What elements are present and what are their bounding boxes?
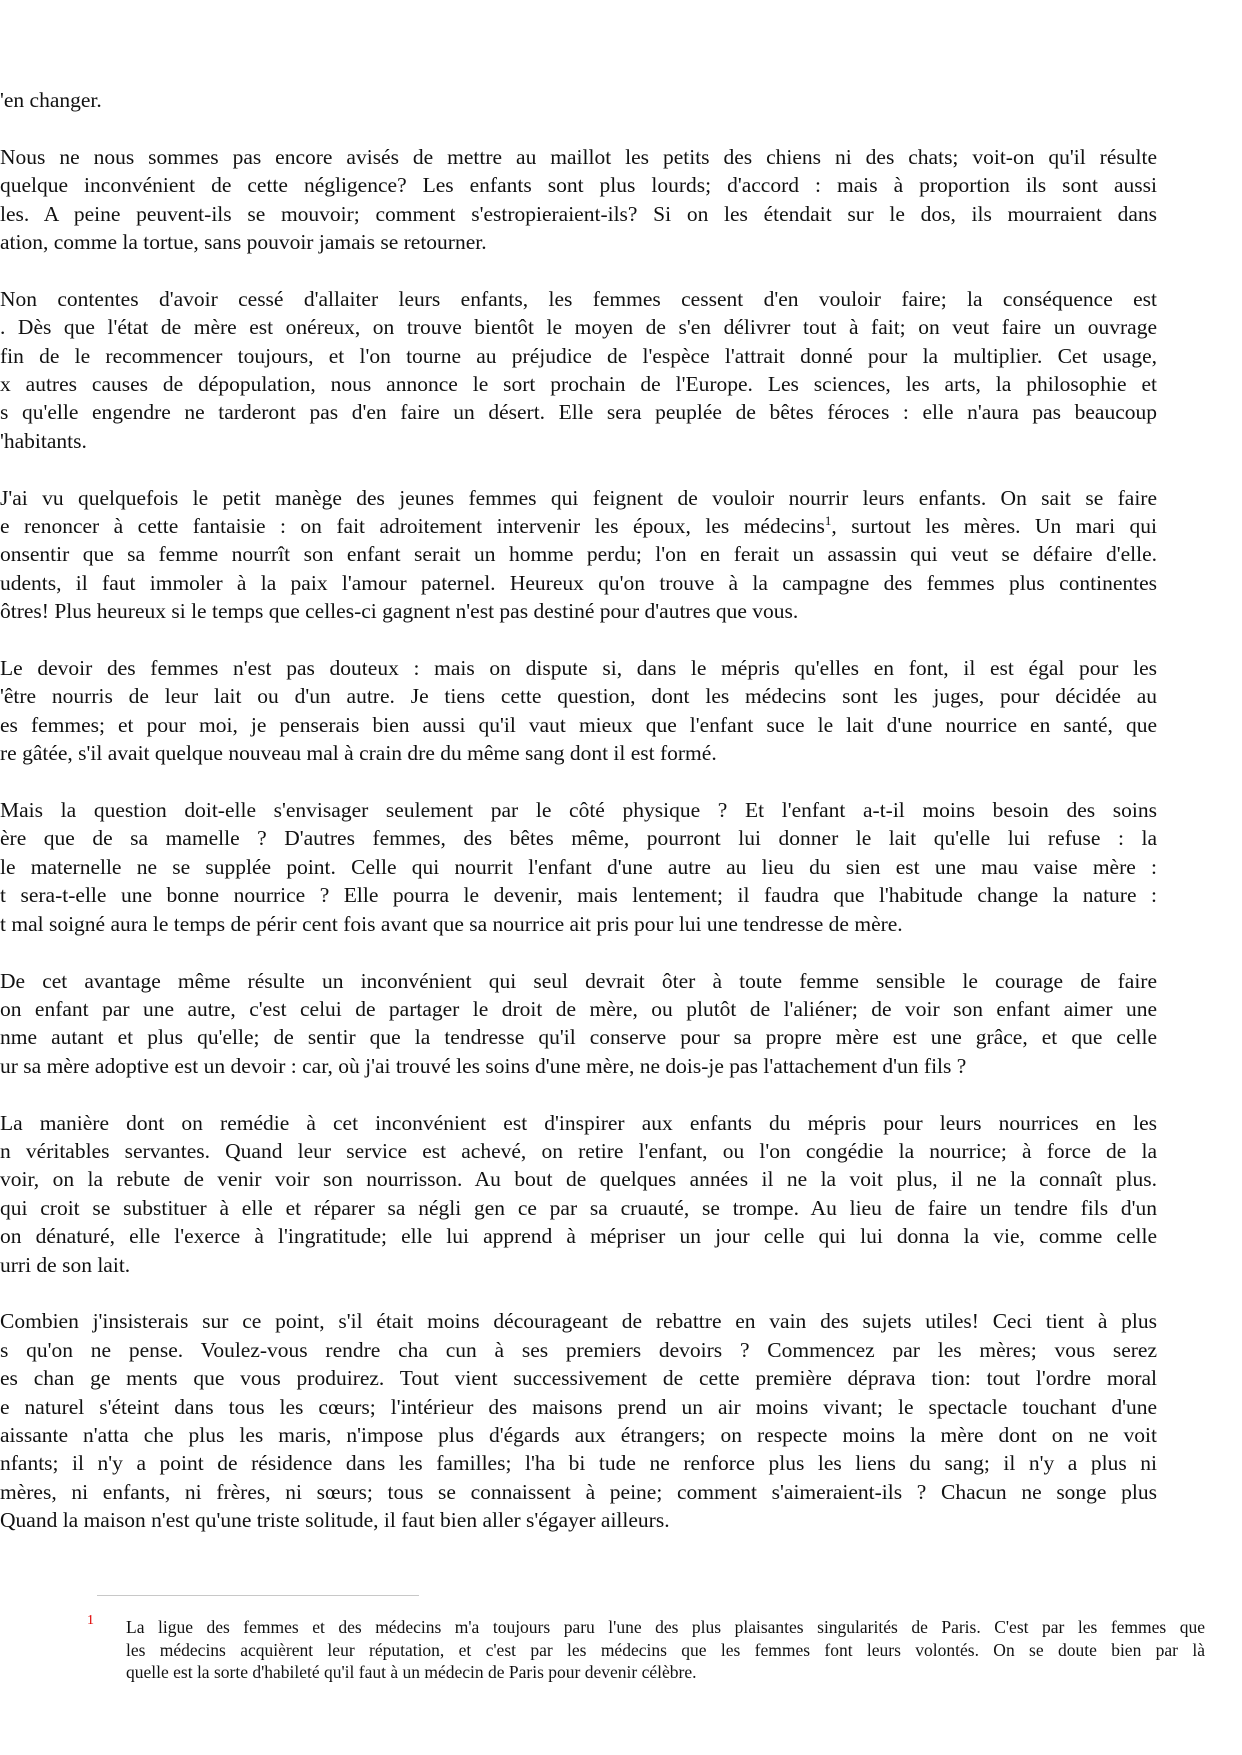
text-line: t sera-t-elle une bonne nourrice ? Elle pourra le devenir, mais lentement; il faudra que l'habitude change la nature : bbox=[0, 883, 1157, 908]
text-line: le maternelle ne se supplée point. Celle qui nourrit l'enfant d'une autre au lieu du sien est une mau vaise mère : bbox=[0, 854, 1157, 879]
paragraph-8 bbox=[0, 1109, 1157, 1279]
text-line: ère que de sa mamelle ? D'autres femmes, des bêtes même, pourront lui donner le lait qu'elle lui refuse : la bbox=[0, 826, 1157, 851]
text-line: Mais la question doit-elle s'envisager seulement par le côté physique ? Et l'enfant a-t-il moins besoin des soins bbox=[0, 798, 1157, 823]
text-line: s qu'on ne pense. Voulez-vous rendre cha cun à ses premiers devoirs ? Commencez par les mères; vous serez bbox=[0, 1337, 1157, 1362]
paragraph-3 bbox=[0, 285, 1157, 455]
text-line: les. A peine peuvent-ils se mouvoir; comment s'estropieraient-ils? Si on les étendait sur le dos, ils mourraient dans bbox=[0, 201, 1157, 226]
text-line: Quand la maison n'est qu'une triste solitude, il faut bien aller s'égayer ailleurs. bbox=[0, 1508, 670, 1533]
footnote-marker[interactable]: 1 bbox=[87, 1613, 94, 1628]
text-line: nme autant et plus qu'elle; de sentir que la tendresse qu'il conserve pour sa propre mère est une grâce, et que celle bbox=[0, 1025, 1157, 1050]
text-line: mères, ni enfants, ni frères, ni sœurs; tous se connaissent à peine; comment s'aimeraient-ils ? Chacun ne songe plus bbox=[0, 1479, 1157, 1504]
text-line: n véritables servantes. Quand leur service est achevé, on retire l'enfant, ou l'on congédie la nourrice; à force de la bbox=[0, 1138, 1157, 1163]
footnote-line: quelle est la sorte d'habileté qu'il faut à un médecin de Paris pour devenir célèbre. bbox=[126, 1662, 697, 1683]
text-line: x autres causes de dépopulation, nous annonce le sort prochain de l'Europe. Les sciences, les arts, la philosophie et bbox=[0, 372, 1157, 397]
text-line: re gâtée, s'il avait quelque nouveau mal à crain dre du même sang dont il est formé. bbox=[0, 741, 717, 766]
text-segment: , surtout les mères. Un mari qui bbox=[831, 514, 1157, 539]
text-line: ation, comme la tortue, sans pouvoir jamais se retourner. bbox=[0, 230, 487, 255]
text-line: onsentir que sa femme nourrît son enfant serait un homme perdu; l'on en ferait un assassin qui veut se défaire d'elle. bbox=[0, 542, 1157, 567]
text-line: udents, il faut immoler à la paix l'amour paternel. Heureux qu'on trouve à la campagne des femmes plus continentes bbox=[0, 570, 1157, 595]
text-line: s qu'elle engendre ne tarderont pas d'en faire un désert. Elle sera peuplée de bêtes féroces : elle n'aura pas beaucoup bbox=[0, 400, 1157, 425]
text-line-with-footnote bbox=[0, 512, 1157, 540]
text-line: t mal soigné aura le temps de périr cent fois avant que sa nourrice ait pris pour lui une tendresse de mère. bbox=[0, 911, 903, 936]
paragraph-2 bbox=[0, 143, 1157, 257]
text-line: 'habitants. bbox=[0, 428, 87, 453]
main-text-body bbox=[0, 86, 1157, 1563]
text-line: fin de le recommencer toujours, et l'on tourne au préjudice de l'espèce l'attrait donné pour la multiplier. Cet usage, bbox=[0, 343, 1157, 368]
text-line: De cet avantage même résulte un inconvénient qui seul devrait ôter à toute femme sensible le courage de faire bbox=[0, 968, 1157, 993]
text-line: ur sa mère adoptive est un devoir : car, où j'ai trouvé les soins d'une mère, ne dois-je pas l'attachement d'un fils ? bbox=[0, 1053, 967, 1078]
text-line: . Dès que l'état de mère est onéreux, on trouve bientôt le moyen de s'en délivrer tout à fait; on veut faire un ouvrage bbox=[0, 315, 1157, 340]
text-line: nfants; il n'y a point de résidence dans les familles; l'ha bi tude ne renforce plus les liens du sang; il n'y a plus ni bbox=[0, 1451, 1157, 1476]
text-line: voir, on la rebute de venir voir son nourrisson. Au bout de quelques années il ne la voit plus, il ne la connaît plus. bbox=[0, 1167, 1157, 1192]
text-line: Nous ne nous sommes pas encore avisés de mettre au maillot les petits des chiens ni des chats; voit-on qu'il résulte bbox=[0, 144, 1157, 169]
text-line: urri de son lait. bbox=[0, 1252, 131, 1277]
paragraph-5 bbox=[0, 654, 1157, 768]
text-line: aissante n'atta che plus les maris, n'impose plus d'égards aux étrangers; on respecte moins la mère dont on ne voit bbox=[0, 1422, 1157, 1447]
text-line: La manière dont on remédie à cet inconvénient est d'inspirer aux enfants du mépris pour leurs nourrices en les bbox=[0, 1110, 1157, 1135]
text-line: J'ai vu quelquefois le petit manège des jeunes femmes qui feignent de vouloir nourrir leurs enfants. On sait se faire bbox=[0, 485, 1157, 510]
text-line: 'en changer. bbox=[0, 88, 102, 112]
text-line: e naturel s'éteint dans tous les cœurs; l'intérieur des maisons prend un air moins vivant; le spectacle touchant d'une bbox=[0, 1394, 1157, 1419]
footnote-divider bbox=[97, 1595, 419, 1596]
paragraph-6 bbox=[0, 796, 1157, 938]
text-segment: e renoncer à cette fantaisie : on fait adroitement intervenir les époux, les médecins bbox=[0, 514, 825, 539]
footnote-line: les médecins acquièrent leur réputation, et c'est par les médecins que les femmes font leurs volontés. On se doute bien par là bbox=[126, 1639, 1205, 1660]
text-line: on enfant par une autre, c'est celui de partager le droit de mère, ou plutôt de l'aliéner; de voir son enfant aimer une bbox=[0, 996, 1157, 1021]
text-line: ôtres! Plus heureux si le temps que celles-ci gagnent n'est pas destiné pour d'autres que vous. bbox=[0, 599, 799, 624]
text-line: on dénaturé, elle l'exerce à l'ingratitude; elle lui apprend à mépriser un jour celle qui lui donna la vie, comme celle bbox=[0, 1224, 1157, 1249]
paragraph-1 bbox=[0, 86, 1157, 114]
text-line: quelque inconvénient de cette négligence? Les enfants sont plus lourds; d'accord : mais à proportion ils sont aussi bbox=[0, 173, 1157, 198]
text-line: es femmes; et pour moi, je penserais bien aussi qu'il vaut mieux que l'enfant suce le lait d'une nourrice en santé, que bbox=[0, 712, 1157, 737]
paragraph-9 bbox=[0, 1307, 1157, 1534]
text-line: qui croit se substituer à elle et réparer sa négli gen ce par sa cruauté, se trompe. Au lieu de faire un tendre fils d'un bbox=[0, 1195, 1157, 1220]
text-line: 'être nourris de leur lait ou d'un autre. Je tiens cette question, dont les médecins sont les juges, pour décidée au bbox=[0, 684, 1157, 709]
text-line: Le devoir des femmes n'est pas douteux : mais on dispute si, dans le mépris qu'elles en font, il est égal pour les bbox=[0, 656, 1157, 681]
footnote-line: La ligue des femmes et des médecins m'a toujours paru l'une des plus plaisantes singularités de Paris. C'est par les femmes que bbox=[126, 1617, 1205, 1637]
footnote-reference[interactable]: 1 bbox=[824, 512, 832, 528]
text-line: Non contentes d'avoir cessé d'allaiter leurs enfants, les femmes cessent d'en vouloir faire; la conséquence est bbox=[0, 286, 1157, 311]
paragraph-7 bbox=[0, 967, 1157, 1081]
paragraph-4 bbox=[0, 484, 1157, 626]
text-line: es chan ge ments que vous produirez. Tout vient successivement de cette première déprava tion: tout l'ordre moral bbox=[0, 1366, 1157, 1391]
text-line: Combien j'insisterais sur ce point, s'il était moins décourageant de rebattre en vain des sujets utiles! Ceci tient à plus bbox=[0, 1309, 1157, 1334]
footnote-text bbox=[126, 1616, 1205, 1684]
